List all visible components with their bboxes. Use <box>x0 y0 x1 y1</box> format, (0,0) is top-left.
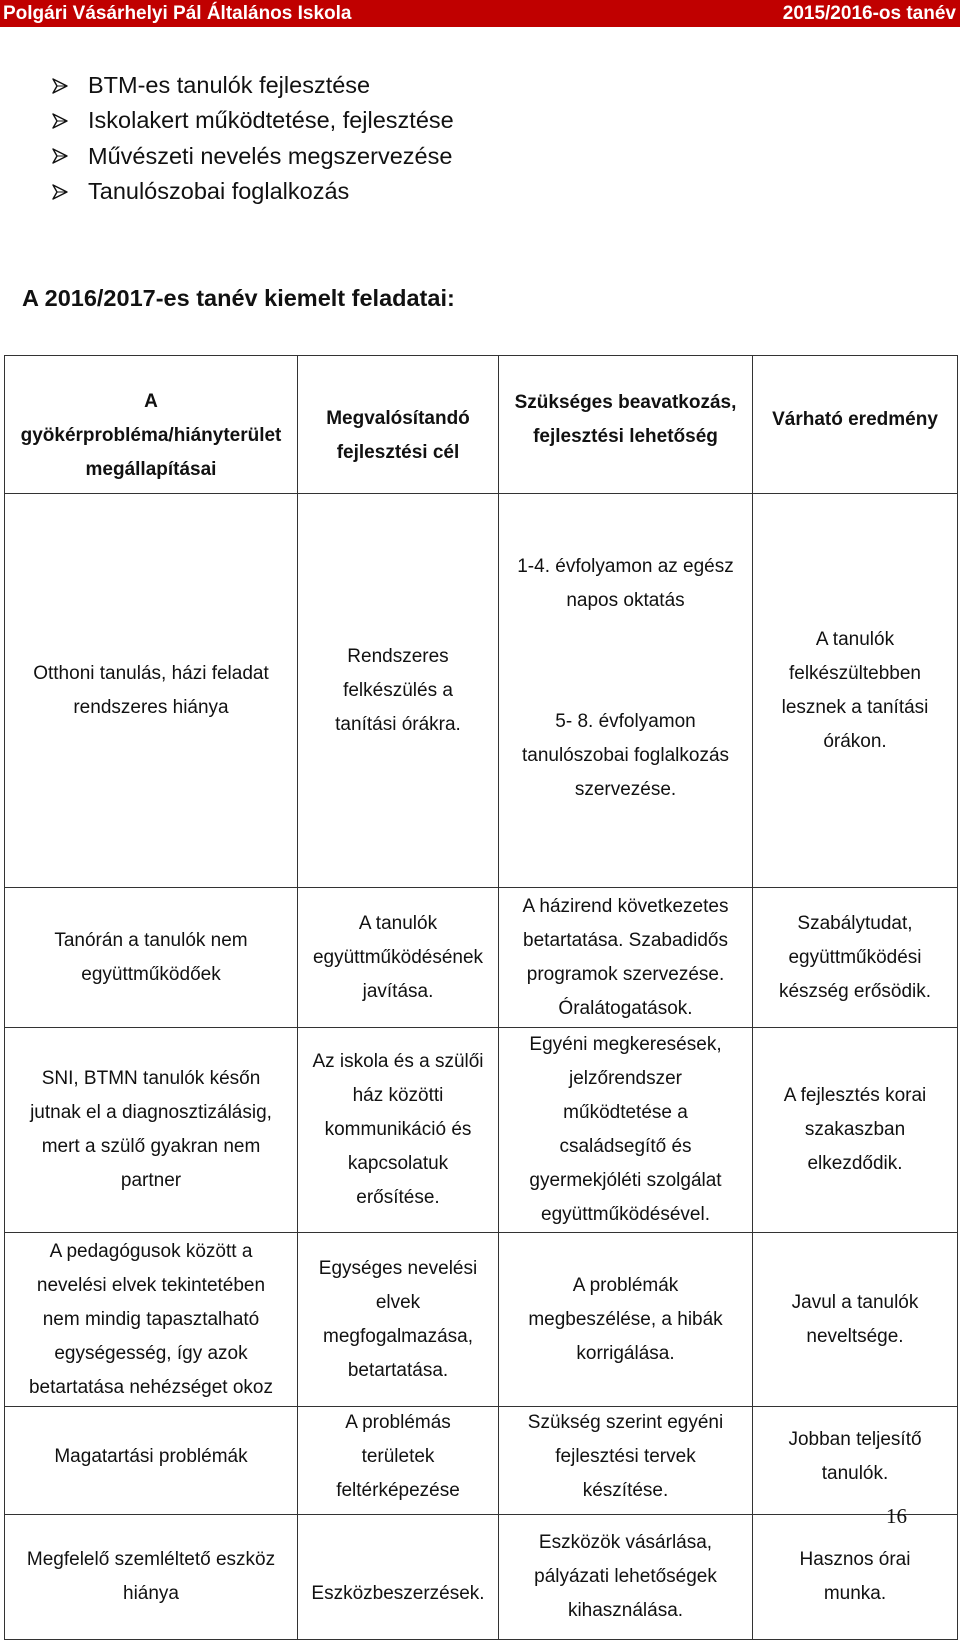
result-cell <box>753 1028 958 1233</box>
problem-cell <box>5 888 298 1028</box>
intervention-cell <box>499 888 753 1028</box>
goal-text: Az iskola és a szülői ház közötti kommunikáció és kapcsolatuk erősítése. <box>312 1051 484 1208</box>
intervention-cell <box>499 1233 753 1407</box>
intervention-paragraph: 1-4. évfolyamon az egész napos oktatás <box>517 556 734 611</box>
result-text: A tanulók felkészültebben lesznek a tanítási órákon. <box>781 628 929 752</box>
table-row <box>5 494 958 888</box>
intervention-cell <box>499 1407 753 1515</box>
header-cell-intervention <box>499 356 753 494</box>
problem-text: Otthoni tanulás, házi feladat rendszeres hiánya <box>33 662 269 718</box>
intervention-cell <box>499 1515 753 1640</box>
table-row <box>5 1233 958 1407</box>
arrow-bullet-icon <box>52 78 88 94</box>
table-row <box>5 1407 958 1515</box>
school-name: Polgári Vásárhelyi Pál Általános Iskola <box>3 3 352 24</box>
problem-cell <box>5 1407 298 1515</box>
header-row <box>5 356 958 494</box>
problem-cell <box>5 1515 298 1640</box>
header-cell-goal <box>298 356 499 494</box>
result-text: Hasznos órai munka. <box>799 1549 911 1604</box>
table-row <box>5 888 958 1028</box>
section-title: A 2016/2017-es tanév kiemelt feladatai: <box>22 285 455 311</box>
school-year: 2015/2016-os tanév <box>782 3 956 24</box>
header-text: A gyökérprobléma/hiányterület megállapításai <box>20 390 282 480</box>
goal-text: Rendszeres felkészülés a tanítási órákra. <box>335 645 461 735</box>
goal-text: Egységes nevelési elvek megfogalmazása, betartatása. <box>318 1257 478 1381</box>
arrow-bullet-icon <box>52 184 88 200</box>
bullet-list <box>0 68 454 209</box>
document-header-bar <box>0 0 960 27</box>
intervention-cell <box>499 1028 753 1233</box>
bullet-text: Iskolakert működtetése, fejlesztése <box>88 107 454 134</box>
problem-cell <box>5 494 298 888</box>
bullet-item <box>0 174 454 209</box>
result-cell <box>753 1407 958 1515</box>
header-cell-result <box>753 356 958 494</box>
result-text: A fejlesztés korai szakaszban elkezdődik. <box>783 1085 927 1174</box>
intervention-text <box>502 482 749 875</box>
result-cell <box>753 494 958 888</box>
goal-cell <box>298 1028 499 1233</box>
result-text: Jobban teljesítő tanulók. <box>788 1428 922 1484</box>
intervention-paragraph: 5- 8. évfolyamon tanulószobai foglalkozás szervezése. <box>521 711 730 800</box>
goal-cell <box>298 1407 499 1515</box>
header-text: Megvalósítandó fejlesztési cél <box>326 407 470 463</box>
bullet-item <box>0 139 454 174</box>
header-text: Szükséges beavatkozás, fejlesztési lehetőség <box>514 391 737 447</box>
page-number: 16 <box>886 1504 907 1528</box>
bullet-text: BTM-es tanulók fejlesztése <box>88 72 371 99</box>
bullet-item <box>0 103 454 138</box>
result-cell <box>753 1515 958 1640</box>
goal-text: A problémás területek feltérképezése <box>336 1411 460 1501</box>
intervention-text: Szükség szerint egyéni fejlesztési tervek készítése. <box>527 1411 724 1501</box>
intervention-text: A problémák megbeszélése, a hibák korrigálása. <box>528 1274 723 1364</box>
problem-cell <box>5 1028 298 1233</box>
goal-cell <box>298 494 499 888</box>
table-row <box>5 1028 958 1233</box>
arrow-bullet-icon <box>52 148 88 164</box>
bullet-text: Művészeti nevelés megszervezése <box>88 142 453 169</box>
intervention-text: Eszközök vásárlása, pályázati lehetőségek kihasználása. <box>534 1532 717 1621</box>
intervention-text: A házirend következetes betartatása. Szabadidős programok szervezése. Óralátogatások. <box>522 895 729 1019</box>
bullet-text: Tanulószobai foglalkozás <box>88 178 350 205</box>
result-text: Szabálytudat, együttműködési készség erősödik. <box>778 912 932 1002</box>
goal-cell <box>298 888 499 1028</box>
result-cell <box>753 888 958 1028</box>
problem-text: Megfelelő szemléltető eszköz hiánya <box>26 1549 276 1604</box>
header-text: Várható eredmény <box>772 408 938 430</box>
result-text: Javul a tanulók neveltsége. <box>791 1291 919 1347</box>
bullet-item <box>0 68 454 103</box>
goal-text: Eszközbeszerzések. <box>311 1583 485 1604</box>
header-cell-problem <box>5 356 298 494</box>
development-plan-table <box>4 355 958 1640</box>
problem-cell <box>5 1233 298 1407</box>
result-cell <box>753 1233 958 1407</box>
problem-text: Magatartási problémák <box>54 1445 248 1467</box>
problem-text: SNI, BTMN tanulók későn jutnak el a diagnosztizálásig, mert a szülő gyakran nem partner <box>30 1068 272 1191</box>
goal-text: A tanulók együttműködésének javítása. <box>312 912 484 1002</box>
problem-text: A pedagógusok között a nevelési elvek tekintetében nem mindig tapasztalható egységesség, így azok betartatása nehézséget okoz <box>28 1240 273 1398</box>
goal-cell <box>298 1515 499 1640</box>
intervention-text: Egyéni megkeresések, jelzőrendszer működtetése a családsegítő és gyermekjóléti szolgálat együttműködésével. <box>529 1034 722 1225</box>
intervention-cell <box>499 494 753 888</box>
table-row <box>5 1515 958 1640</box>
problem-text: Tanórán a tanulók nem együttműködőek <box>54 929 248 985</box>
goal-cell <box>298 1233 499 1407</box>
arrow-bullet-icon <box>52 113 88 129</box>
